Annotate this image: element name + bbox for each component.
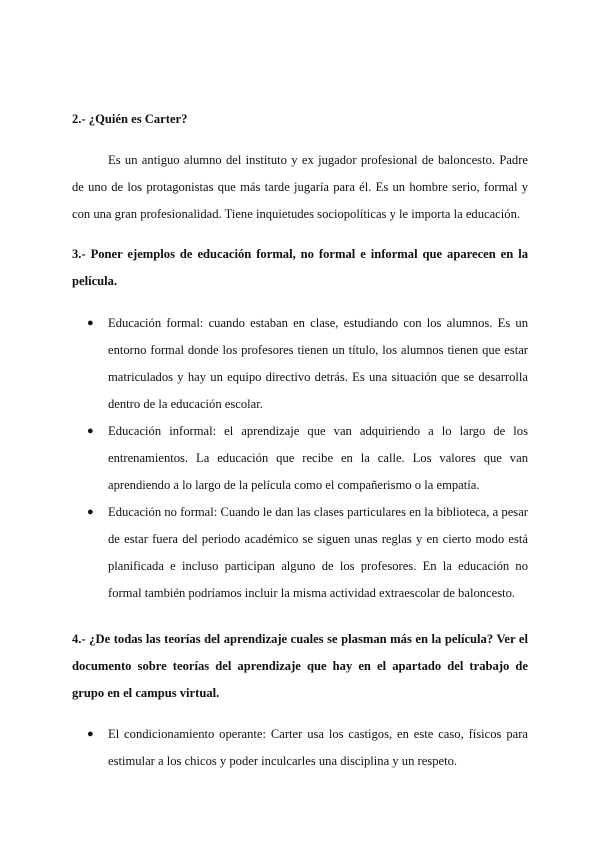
section-4-heading: 4.- ¿De todas las teorías del aprendizaje cuales se plasman más en la película? Ver el documento sobre teorías del aprendizaje que hay en el apartado del trabajo de grupo en el campus virtual. (72, 632, 528, 700)
list-item-text: Educación informal: el aprendizaje que van adquiriendo a lo largo de los entrenamientos. La educación que recibe en la calle. Los valores que van aprendiendo a lo largo de la película como el compañerismo o la empatía. (108, 424, 528, 492)
section-4-list (72, 721, 528, 775)
list-item-text: Educación no formal: Cuando le dan las clases particulares en la biblioteca, a pesar de estar fuera del periodo académico se siguen unas reglas y en cierto modo está planificada e incluso participan alguno de los profesores. En la educación no formal también podríamos incluir la misma actividad extraescolar de baloncesto. (108, 505, 528, 600)
list-item (72, 721, 528, 775)
section-2-paragraph: Es un antiguo alumno del instituto y ex jugador profesional de baloncesto. Padre de uno de los protagonistas que más tarde jugaría para él. Es un hombre serio, formal y con una gran profesionalidad. Tiene inquietudes sociopolíticas y le importa la educación. (72, 153, 528, 221)
section-3-list (72, 310, 528, 607)
bullet-icon: ● (87, 317, 94, 329)
section-3-heading: 3.- Poner ejemplos de educación formal, no formal e informal que aparecen en la película. (72, 247, 528, 288)
section-2-heading: 2.- ¿Quién es Carter? (72, 112, 188, 126)
list-item (72, 499, 528, 607)
list-item-text: Educación formal: cuando estaban en clase, estudiando con los alumnos. Es un entorno formal donde los profesores tienen un título, los alumnos tienen que estar matriculados y hay un equipo directivo detrás. Es una situación que se desarrolla dentro de la educación escolar. (108, 316, 528, 411)
list-item (72, 310, 528, 418)
bullet-icon: ● (87, 728, 94, 740)
bullet-icon: ● (87, 425, 94, 437)
list-item (72, 418, 528, 499)
bullet-icon: ● (87, 506, 94, 518)
list-item-text: El condicionamiento operante: Carter usa los castigos, en este caso, físicos para estimular a los chicos y poder inculcarles una disciplina y un respeto. (108, 727, 528, 768)
